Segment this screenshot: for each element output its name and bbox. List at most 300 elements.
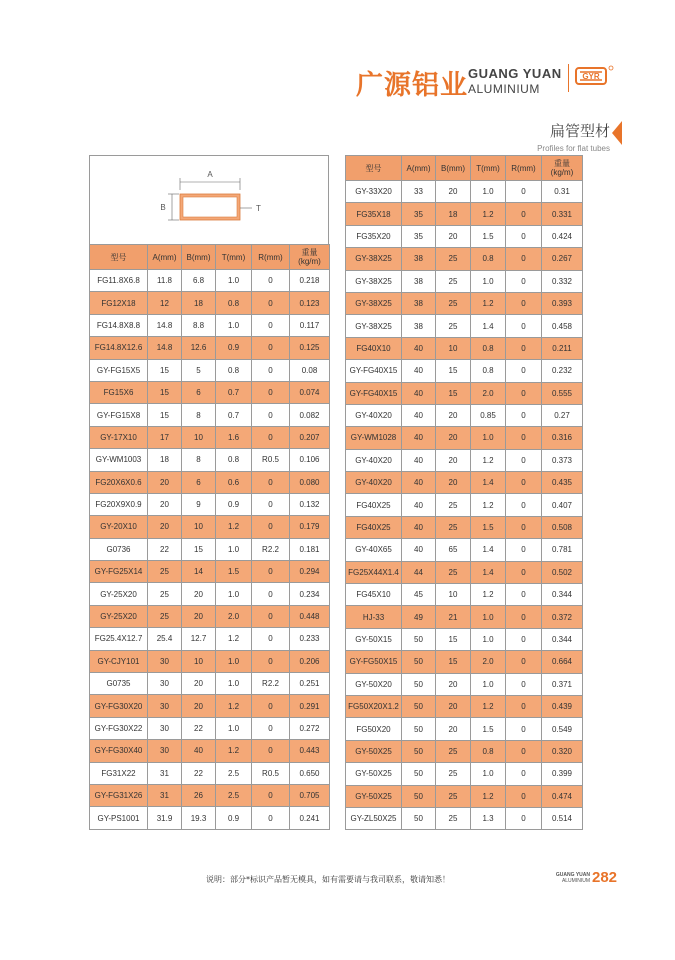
cell-b: 6.8	[182, 270, 216, 292]
brand-logo-text: GYR	[582, 72, 600, 81]
cell-model: GY-FG40X15	[346, 382, 402, 404]
cell-t: 1.2	[471, 292, 506, 314]
cell-b: 15	[436, 651, 471, 673]
cell-model: FG14.8X8.8	[90, 314, 148, 336]
cell-weight: 0.080	[290, 471, 330, 493]
cell-t: 1.2	[471, 785, 506, 807]
cell-r: 0	[506, 516, 542, 538]
table-row	[346, 651, 583, 673]
cell-t: 1.2	[471, 695, 506, 717]
cell-r: 0	[252, 314, 290, 336]
cell-t: 1.0	[216, 314, 252, 336]
table-row	[90, 337, 330, 359]
cell-a: 15	[148, 404, 182, 426]
cell-r: 0	[252, 784, 290, 806]
cell-a: 38	[402, 248, 436, 270]
cell-model: FG25X44X1.4	[346, 561, 402, 583]
table-row	[346, 516, 583, 538]
cell-a: 50	[402, 763, 436, 785]
section-title	[537, 120, 610, 153]
cell-weight: 0.106	[290, 449, 330, 471]
table-row	[90, 516, 330, 538]
cell-b: 10	[182, 426, 216, 448]
header-a: A(mm)	[148, 245, 182, 270]
cell-weight: 0.218	[290, 270, 330, 292]
header-t: T(mm)	[216, 245, 252, 270]
cell-t: 0.9	[216, 337, 252, 359]
header-weight	[542, 156, 583, 181]
cell-b: 25	[436, 248, 471, 270]
cell-weight: 0.294	[290, 561, 330, 583]
flat-tube-diagram	[90, 156, 328, 245]
cell-weight: 0.232	[542, 360, 583, 382]
cell-model: GY-38X25	[346, 270, 402, 292]
cell-model: GY-FG15X5	[90, 359, 148, 381]
cell-b: 25	[436, 494, 471, 516]
table-row	[346, 606, 583, 628]
cell-r: 0	[252, 628, 290, 650]
cell-a: 38	[402, 292, 436, 314]
cell-r: R2.2	[252, 538, 290, 560]
cell-a: 15	[148, 359, 182, 381]
cell-weight: 0.502	[542, 561, 583, 583]
cell-model: GY-CJY101	[90, 650, 148, 672]
table-row	[90, 426, 330, 448]
header-r: R(mm)	[252, 245, 290, 270]
table-row	[90, 292, 330, 314]
cell-weight: 0.424	[542, 225, 583, 247]
cell-b: 25	[436, 292, 471, 314]
cell-r: 0	[252, 516, 290, 538]
cell-b: 10	[182, 516, 216, 538]
cell-model: FG20X9X0.9	[90, 493, 148, 515]
cell-r: 0	[252, 471, 290, 493]
cell-weight: 0.705	[290, 784, 330, 806]
table-row	[90, 784, 330, 806]
cell-t: 0.9	[216, 807, 252, 829]
cell-r: 0	[506, 225, 542, 247]
cell-r: 0	[506, 539, 542, 561]
table-row	[346, 494, 583, 516]
cell-a: 50	[402, 628, 436, 650]
cell-b: 25	[436, 785, 471, 807]
cell-weight: 0.320	[542, 740, 583, 762]
cell-b: 25	[436, 315, 471, 337]
header-weight	[290, 245, 330, 270]
cell-weight: 0.344	[542, 584, 583, 606]
table-row	[346, 382, 583, 404]
cell-t: 1.0	[216, 270, 252, 292]
header-weight-unit: (kg/m)	[298, 257, 321, 266]
cell-weight: 0.373	[542, 449, 583, 471]
cell-a: 49	[402, 606, 436, 628]
cell-b: 40	[182, 740, 216, 762]
cell-r: 0	[252, 650, 290, 672]
cell-model: GY-FG30X22	[90, 717, 148, 739]
cell-b: 18	[182, 292, 216, 314]
cell-model: FG35X20	[346, 225, 402, 247]
cell-t: 1.0	[216, 583, 252, 605]
table-row	[90, 538, 330, 560]
cell-weight: 0.251	[290, 673, 330, 695]
table-row	[90, 583, 330, 605]
cell-r: 0	[506, 606, 542, 628]
cell-b: 25	[436, 807, 471, 829]
cell-weight: 0.233	[290, 628, 330, 650]
cell-a: 44	[402, 561, 436, 583]
cell-weight: 0.31	[542, 181, 583, 203]
cell-r: R2.2	[252, 673, 290, 695]
cell-a: 40	[402, 427, 436, 449]
table-row	[90, 314, 330, 336]
cell-model: FG40X25	[346, 516, 402, 538]
footer-brand-name: GUANG YUAN	[555, 872, 590, 878]
table-row	[346, 539, 583, 561]
header-a: A(mm)	[402, 156, 436, 181]
cell-model: FG12X18	[90, 292, 148, 314]
cell-b: 20	[182, 605, 216, 627]
cell-b: 14	[182, 561, 216, 583]
cell-a: 50	[402, 718, 436, 740]
cell-b: 25	[436, 270, 471, 292]
cell-b: 15	[436, 360, 471, 382]
cell-r: 0	[506, 785, 542, 807]
cell-a: 20	[148, 516, 182, 538]
table-row	[346, 203, 583, 225]
cell-r: 0	[506, 494, 542, 516]
table-row	[346, 337, 583, 359]
cell-r: 0	[506, 695, 542, 717]
cell-t: 1.0	[216, 650, 252, 672]
cell-b: 20	[436, 449, 471, 471]
cell-b: 12.6	[182, 337, 216, 359]
cell-b: 26	[182, 784, 216, 806]
cell-r: 0	[506, 203, 542, 225]
cell-a: 40	[402, 539, 436, 561]
table-row	[90, 650, 330, 672]
brand-name-en-sub: ALUMINIUM	[468, 82, 540, 96]
cell-a: 30	[148, 740, 182, 762]
cell-weight: 0.27	[542, 404, 583, 426]
cell-b: 8.8	[182, 314, 216, 336]
cell-model: GY-40X20	[346, 472, 402, 494]
cell-a: 38	[402, 315, 436, 337]
table-row	[346, 763, 583, 785]
table-row	[346, 181, 583, 203]
cell-r: 0	[506, 673, 542, 695]
cell-model: GY-WM1003	[90, 449, 148, 471]
table-row	[346, 404, 583, 426]
cell-r: 0	[252, 426, 290, 448]
cell-a: 40	[402, 404, 436, 426]
cell-weight: 0.272	[290, 717, 330, 739]
cell-t: 1.5	[216, 561, 252, 583]
cell-b: 20	[182, 673, 216, 695]
cell-a: 25.4	[148, 628, 182, 650]
cell-model: GY-38X25	[346, 315, 402, 337]
cell-weight: 0.206	[290, 650, 330, 672]
cell-model: FG35X18	[346, 203, 402, 225]
cell-weight: 0.241	[290, 807, 330, 829]
cell-a: 50	[402, 740, 436, 762]
cell-t: 0.7	[216, 404, 252, 426]
cell-r: 0	[252, 695, 290, 717]
cell-a: 40	[402, 449, 436, 471]
cell-a: 25	[148, 583, 182, 605]
cell-weight: 0.435	[542, 472, 583, 494]
left-spec-table	[89, 244, 330, 830]
cell-t: 1.6	[216, 426, 252, 448]
cell-model: FG45X10	[346, 584, 402, 606]
cell-weight: 0.082	[290, 404, 330, 426]
table-row	[90, 605, 330, 627]
cell-t: 1.0	[471, 427, 506, 449]
cell-b: 65	[436, 539, 471, 561]
cell-b: 22	[182, 762, 216, 784]
cell-model: GY-50X25	[346, 785, 402, 807]
cell-r: 0	[506, 807, 542, 829]
cell-a: 50	[402, 695, 436, 717]
cell-r: 0	[506, 449, 542, 471]
cell-weight: 0.650	[290, 762, 330, 784]
cell-model: FG31X22	[90, 762, 148, 784]
cell-b: 20	[436, 695, 471, 717]
cell-a: 50	[402, 673, 436, 695]
cell-t: 2.0	[471, 382, 506, 404]
cell-weight: 0.179	[290, 516, 330, 538]
cell-t: 2.5	[216, 762, 252, 784]
header-weight-unit: (kg/m)	[550, 168, 574, 177]
cell-t: 2.5	[216, 784, 252, 806]
cell-b: 20	[436, 472, 471, 494]
table-row	[90, 404, 330, 426]
cell-b: 25	[436, 740, 471, 762]
table-row	[346, 673, 583, 695]
cell-b: 20	[436, 673, 471, 695]
cell-a: 30	[148, 673, 182, 695]
cell-t: 1.2	[471, 494, 506, 516]
cell-model: GY-FG31X26	[90, 784, 148, 806]
cell-t: 0.8	[471, 248, 506, 270]
cell-model: GY-20X10	[90, 516, 148, 538]
cell-t: 1.4	[471, 315, 506, 337]
cell-r: 0	[252, 404, 290, 426]
cell-b: 15	[182, 538, 216, 560]
cell-model: FG11.8X6.8	[90, 270, 148, 292]
table-row	[346, 315, 583, 337]
cell-a: 40	[402, 472, 436, 494]
cell-t: 0.8	[216, 359, 252, 381]
cell-t: 0.8	[471, 337, 506, 359]
cell-r: 0	[506, 248, 542, 270]
cell-weight: 0.332	[542, 270, 583, 292]
header-b: B(mm)	[182, 245, 216, 270]
cell-b: 5	[182, 359, 216, 381]
cell-t: 1.3	[471, 807, 506, 829]
cell-model: GY-FG40X15	[346, 360, 402, 382]
cell-a: 35	[402, 225, 436, 247]
cell-model: GY-40X20	[346, 449, 402, 471]
cell-weight: 0.781	[542, 539, 583, 561]
cell-r: R0.5	[252, 762, 290, 784]
table-row	[346, 807, 583, 829]
cell-a: 17	[148, 426, 182, 448]
table-row	[90, 449, 330, 471]
cell-a: 30	[148, 650, 182, 672]
cell-t: 0.6	[216, 471, 252, 493]
cell-r: 0	[252, 337, 290, 359]
table-row	[346, 584, 583, 606]
cell-weight: 0.291	[290, 695, 330, 717]
cell-b: 6	[182, 471, 216, 493]
cell-weight: 0.371	[542, 673, 583, 695]
cell-weight: 0.555	[542, 382, 583, 404]
cell-weight: 0.399	[542, 763, 583, 785]
cell-model: GY-ZL50X25	[346, 807, 402, 829]
cell-t: 2.0	[471, 651, 506, 673]
diagram-label-b: B	[160, 203, 166, 212]
table-row	[346, 561, 583, 583]
table-row	[346, 449, 583, 471]
cell-model: GY-25X20	[90, 605, 148, 627]
table-row	[346, 695, 583, 717]
cell-a: 50	[402, 651, 436, 673]
cell-b: 15	[436, 382, 471, 404]
cell-weight: 0.474	[542, 785, 583, 807]
page-number: 282	[592, 869, 618, 886]
cell-weight: 0.132	[290, 493, 330, 515]
cell-t: 0.8	[216, 292, 252, 314]
header-model: 型号	[346, 156, 402, 181]
cell-t: 0.8	[471, 740, 506, 762]
cell-t: 1.5	[471, 225, 506, 247]
cell-t: 1.4	[471, 561, 506, 583]
cell-t: 1.5	[471, 516, 506, 538]
cell-t: 0.8	[471, 360, 506, 382]
table-row	[90, 471, 330, 493]
cell-b: 15	[436, 628, 471, 650]
cell-t: 1.4	[471, 539, 506, 561]
cell-a: 31	[148, 762, 182, 784]
cell-b: 6	[182, 381, 216, 403]
cell-b: 8	[182, 449, 216, 471]
section-title-en: Profiles for flat tubes	[537, 144, 610, 153]
cell-r: 0	[252, 270, 290, 292]
cell-weight: 0.234	[290, 583, 330, 605]
cell-b: 25	[436, 763, 471, 785]
cell-b: 22	[182, 717, 216, 739]
table-row	[90, 807, 330, 829]
table-row	[346, 270, 583, 292]
cell-weight: 0.443	[290, 740, 330, 762]
cell-model: FG15X6	[90, 381, 148, 403]
cell-b: 20	[436, 427, 471, 449]
cell-a: 45	[402, 584, 436, 606]
header-t: T(mm)	[471, 156, 506, 181]
cell-t: 1.0	[216, 538, 252, 560]
cell-b: 18	[436, 203, 471, 225]
header-b: B(mm)	[436, 156, 471, 181]
profile-diagram	[89, 155, 329, 244]
cell-weight: 0.439	[542, 695, 583, 717]
cell-weight: 0.458	[542, 315, 583, 337]
cell-a: 20	[148, 493, 182, 515]
table-row	[346, 427, 583, 449]
cell-weight: 0.407	[542, 494, 583, 516]
cell-b: 20	[436, 225, 471, 247]
cell-a: 30	[148, 695, 182, 717]
section-marker-icon	[612, 121, 622, 145]
cell-a: 14.8	[148, 337, 182, 359]
table-row	[90, 717, 330, 739]
cell-r: 0	[252, 292, 290, 314]
cell-r: 0	[506, 584, 542, 606]
cell-model: GY-FG30X40	[90, 740, 148, 762]
cell-model: G0735	[90, 673, 148, 695]
table-row	[90, 561, 330, 583]
cell-b: 10	[436, 337, 471, 359]
cell-a: 20	[148, 471, 182, 493]
cell-model: GY-WM1028	[346, 427, 402, 449]
cell-b: 8	[182, 404, 216, 426]
cell-b: 19.3	[182, 807, 216, 829]
cell-r: 0	[506, 628, 542, 650]
cell-b: 21	[436, 606, 471, 628]
cell-r: R0.5	[252, 449, 290, 471]
table-row	[90, 673, 330, 695]
table-header-row	[346, 156, 583, 181]
cell-a: 33	[402, 181, 436, 203]
cell-model: GY-FG25X14	[90, 561, 148, 583]
cell-t: 1.0	[471, 628, 506, 650]
cell-a: 31.9	[148, 807, 182, 829]
cell-a: 18	[148, 449, 182, 471]
cell-a: 40	[402, 360, 436, 382]
cell-weight: 0.211	[542, 337, 583, 359]
table-row	[90, 740, 330, 762]
cell-model: GY-PS1001	[90, 807, 148, 829]
cell-t: 1.0	[471, 181, 506, 203]
cell-a: 40	[402, 337, 436, 359]
cell-r: 0	[252, 807, 290, 829]
cell-model: FG40X10	[346, 337, 402, 359]
cell-weight: 0.125	[290, 337, 330, 359]
cell-b: 20	[436, 181, 471, 203]
cell-b: 25	[436, 516, 471, 538]
cell-model: GY-50X25	[346, 763, 402, 785]
table-row	[346, 225, 583, 247]
cell-model: FG25.4X12.7	[90, 628, 148, 650]
brand-name-cn: 广源铝业	[356, 70, 468, 101]
cell-b: 20	[436, 404, 471, 426]
cell-r: 0	[252, 493, 290, 515]
cell-b: 20	[436, 718, 471, 740]
cell-a: 31	[148, 784, 182, 806]
table-header-row	[90, 245, 330, 270]
cell-a: 14.8	[148, 314, 182, 336]
cell-model: FG20X6X0.6	[90, 471, 148, 493]
table-row	[346, 785, 583, 807]
cell-model: GY-50X25	[346, 740, 402, 762]
cell-model: GY-40X65	[346, 539, 402, 561]
cell-r: 0	[506, 292, 542, 314]
cell-weight: 0.08	[290, 359, 330, 381]
cell-r: 0	[506, 382, 542, 404]
cell-weight: 0.123	[290, 292, 330, 314]
table-row	[90, 695, 330, 717]
cell-r: 0	[252, 740, 290, 762]
cell-weight: 0.344	[542, 628, 583, 650]
